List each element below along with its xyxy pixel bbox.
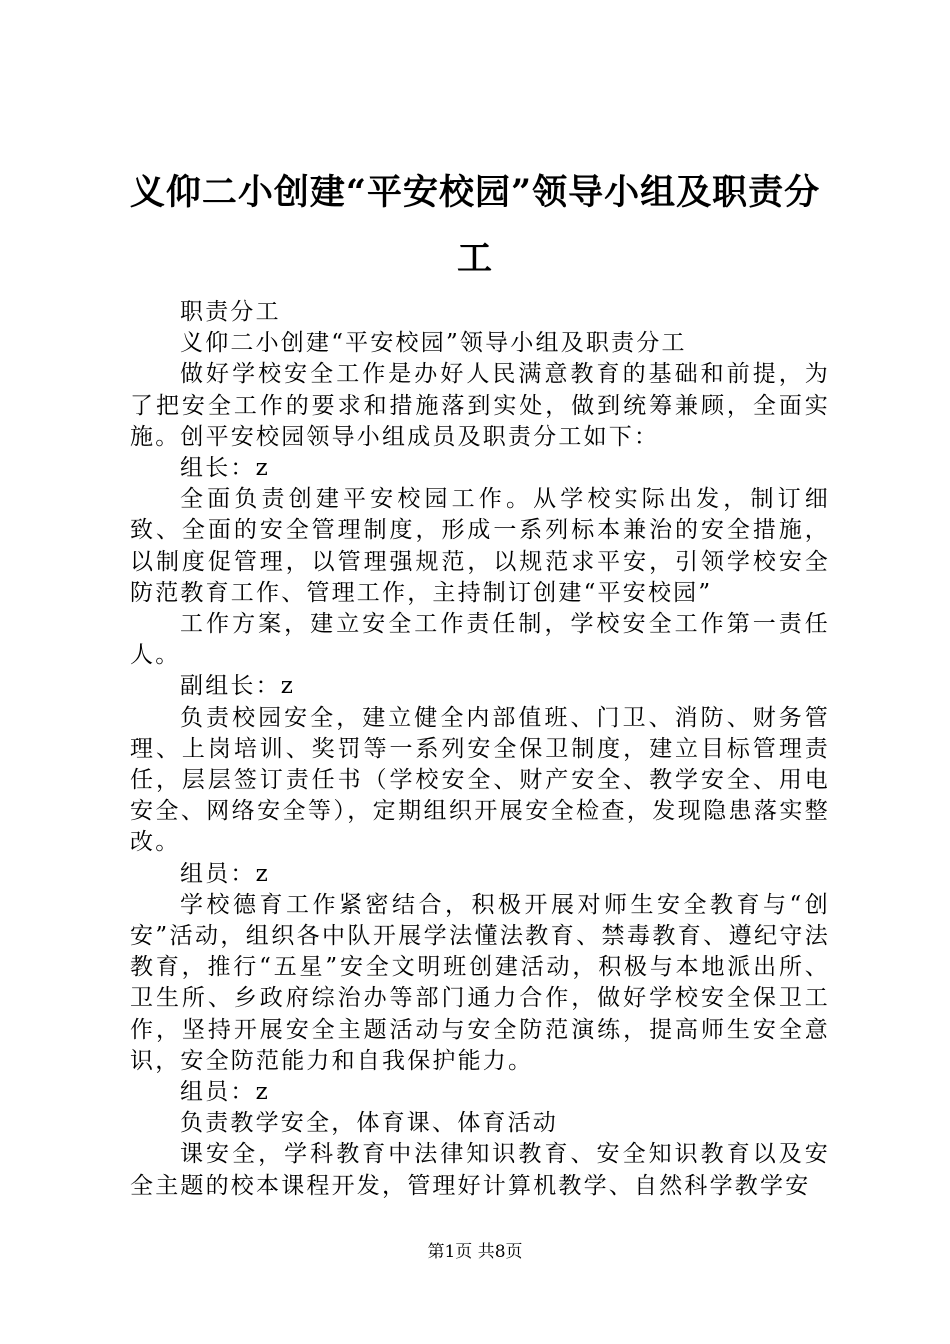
paragraph: 组长：z: [180, 455, 270, 482]
paragraph: 负责教学安全，体育课、体育活动: [180, 1110, 558, 1137]
document-body: [130, 297, 830, 1202]
paragraph: 负责校园安全，建立健全内部值班、门卫、消防、财务管理、上岗培训、奖罚等一系列安全保卫制度，建立目标管理责任，层层签订责任书（学校安全、财产安全、教学安全、用电安全、网络安全等），定期组织开展安全检查，发现隐患落实整改。: [130, 704, 830, 856]
paragraph: 组员：z: [180, 860, 270, 887]
page-footer: 第1页 共8页: [427, 1242, 523, 1262]
paragraph: 副组长：z: [180, 673, 296, 700]
paragraph: 工作方案，建立安全工作责任制，学校安全工作第一责任人。: [130, 611, 830, 669]
paragraph: 做好学校安全工作是办好人民满意教育的基础和前提，为了把安全工作的要求和措施落到实处，做到统筹兼顾，全面实施。创平安校园领导小组成员及职责分工如下：: [130, 361, 830, 450]
paragraph: 职责分工: [180, 299, 281, 325]
paragraph: 组员：z: [180, 1079, 270, 1106]
paragraph: 全面负责创建平安校园工作。从学校实际出发，制订细致、全面的安全管理制度，形成一系列标本兼治的安全措施，以制度促管理，以管理强规范，以规范求平安，引领学校安全防范教育工作、管理工作，主持制订创建“平安校园”: [130, 486, 830, 606]
paragraph: 学校德育工作紧密结合，积极开展对师生安全教育与“创安”活动，组织各中队开展学法懂法教育、禁毒教育、遵纪守法教育，推行“五星”安全文明班创建活动，积极与本地派出所、卫生所、乡政府综治办等部门通力合作，做好学校安全保卫工作，坚持开展安全主题活动与安全防范演练，提高师生安全意识，安全防范能力和自我保护能力。: [130, 891, 830, 1074]
document-title: 义仰二小创建“平安校园”领导小组及职责分工: [129, 172, 821, 279]
paragraph: 课安全，学科教育中法律知识教育、安全知识教育以及安全主题的校本课程开发，管理好计算机教学、自然科学教学安: [130, 1141, 830, 1199]
paragraph: 义仰二小创建“平安校园”领导小组及职责分工: [180, 330, 687, 357]
